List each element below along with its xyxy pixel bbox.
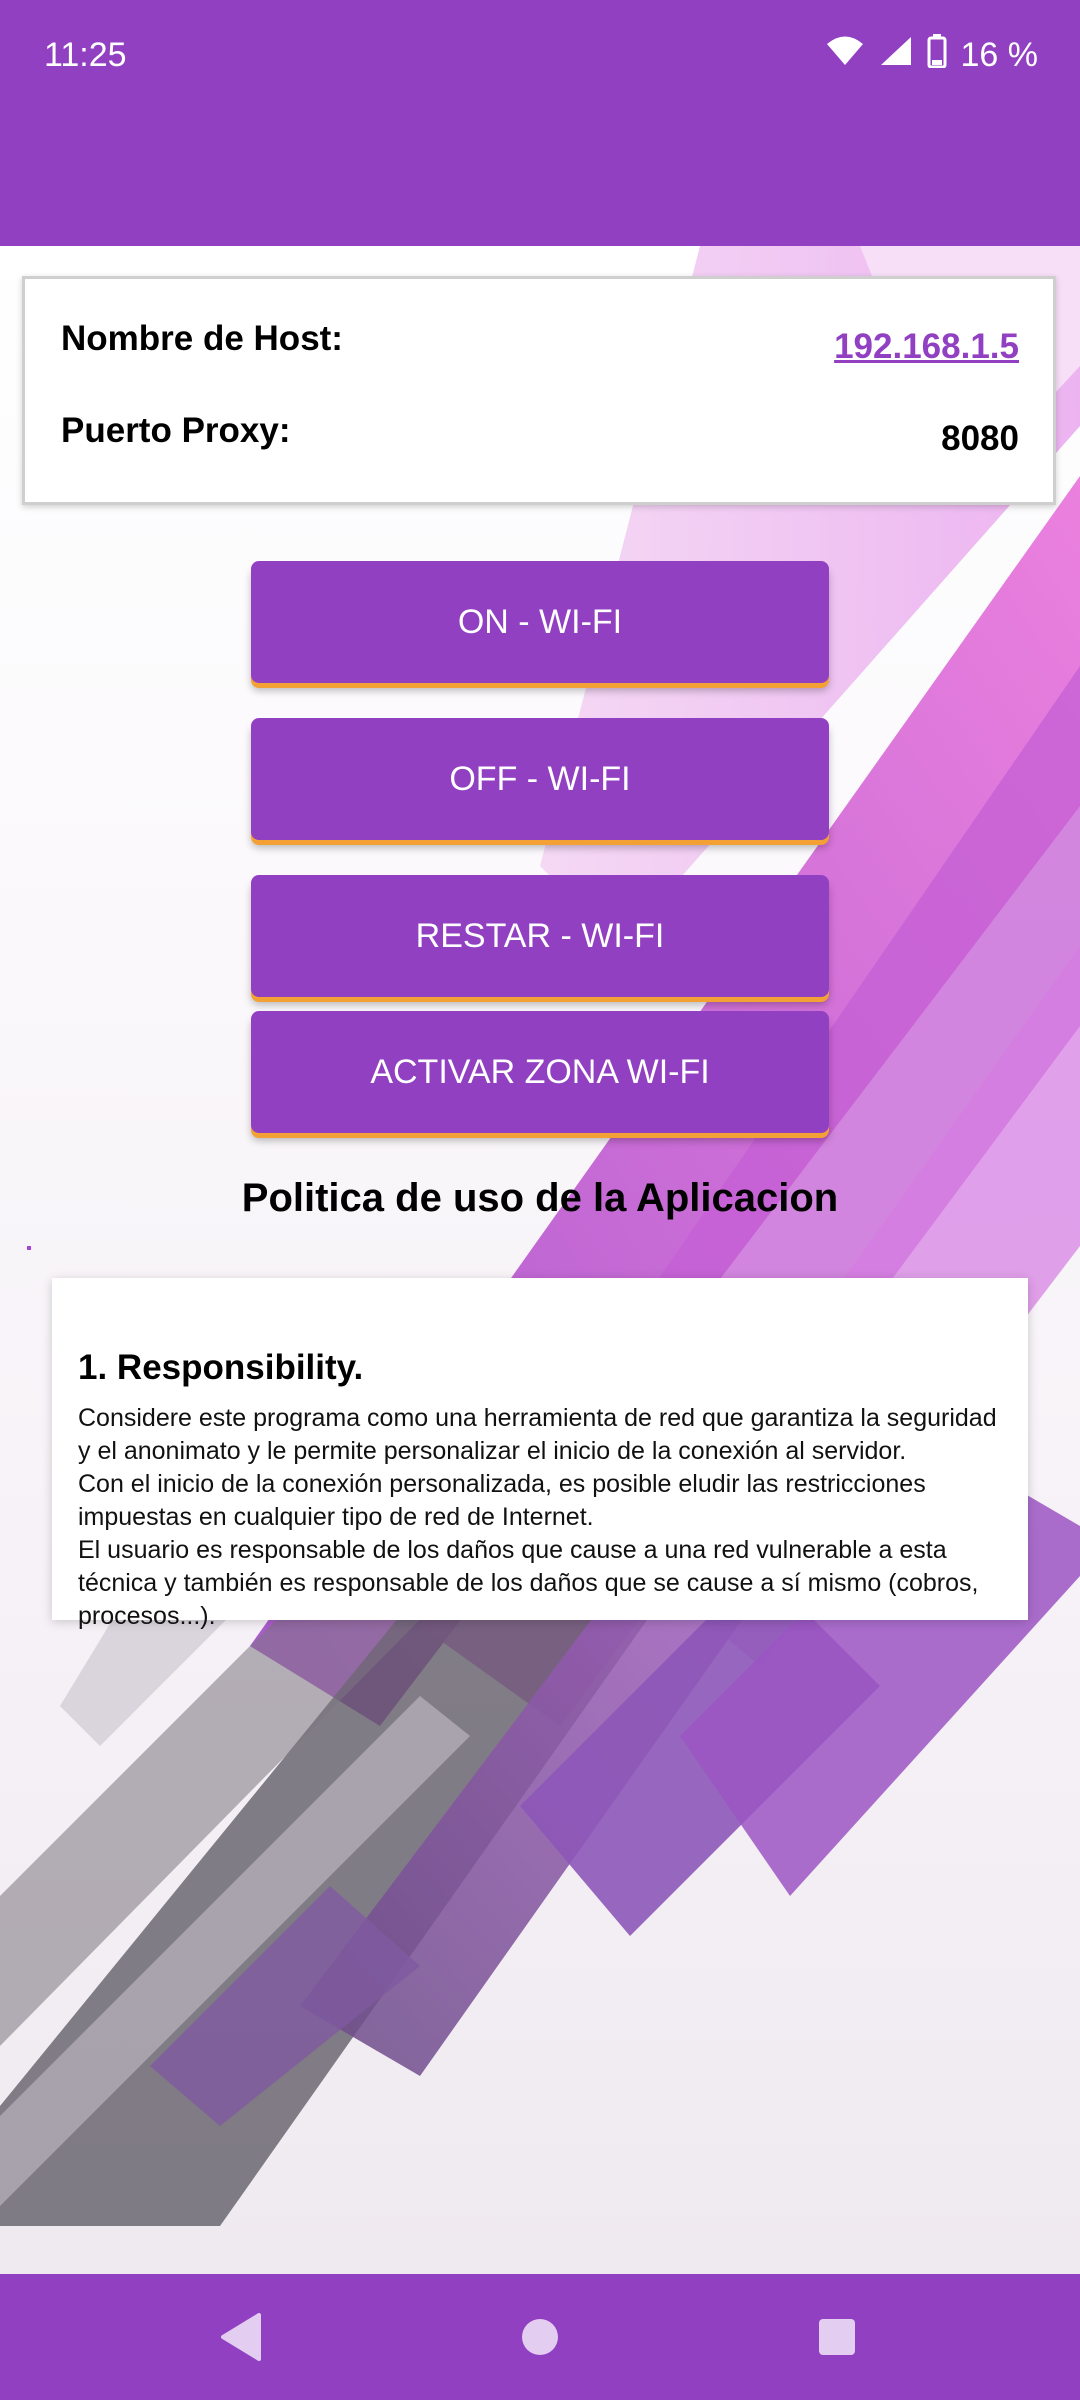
app-bar: [0, 116, 1080, 246]
host-value-link[interactable]: 192.168.1.5: [834, 327, 1019, 366]
activate-hotspot-button[interactable]: ACTIVAR ZONA WI-FI: [251, 1011, 829, 1133]
proxy-value: 8080: [941, 419, 1019, 458]
status-time: 11:25: [44, 36, 127, 74]
battery-icon: [927, 34, 947, 77]
policy-heading: 1. Responsibility.: [78, 1348, 364, 1387]
wifi-icon: [825, 35, 865, 76]
recents-icon[interactable]: [807, 2307, 867, 2367]
proxy-info-card: [22, 276, 1056, 505]
back-icon[interactable]: [211, 2307, 271, 2367]
host-label: Nombre de Host:: [61, 319, 343, 358]
wifi-off-button[interactable]: OFF - WI-FI: [251, 718, 829, 840]
policy-body: Considere este programa como una herramienta de red que garantiza la seguridad y el anonimato y le permite personalizar el inicio de la conexión al servidor. Con el inicio de la conexión personalizada, es posible eludir las restricciones impuestas en cualquier tipo de red de Internet. El usuario es responsable de los daños que cause a una red vulnerable a esta técnica y también es responsable de los daños que se cause a sí mismo (cobros, procesos...).: [78, 1404, 997, 1630]
wifi-restart-button[interactable]: RESTAR - WI-FI: [251, 875, 829, 997]
status-bar: [0, 0, 1080, 116]
policy-card[interactable]: [52, 1278, 1028, 1630]
wifi-on-button[interactable]: ON - WI-FI: [251, 561, 829, 683]
navigation-bar: [0, 2274, 1080, 2400]
signal-icon: [879, 35, 913, 76]
status-icons: [825, 34, 1039, 77]
policy-title: Politica de uso de la Aplicacion: [241, 1176, 839, 1220]
proxy-label: Puerto Proxy:: [61, 411, 291, 450]
home-icon[interactable]: [510, 2307, 570, 2367]
decorative-dot: [27, 1246, 31, 1250]
battery-level: 16 %: [960, 36, 1038, 74]
background-art: [0, 246, 1080, 2274]
